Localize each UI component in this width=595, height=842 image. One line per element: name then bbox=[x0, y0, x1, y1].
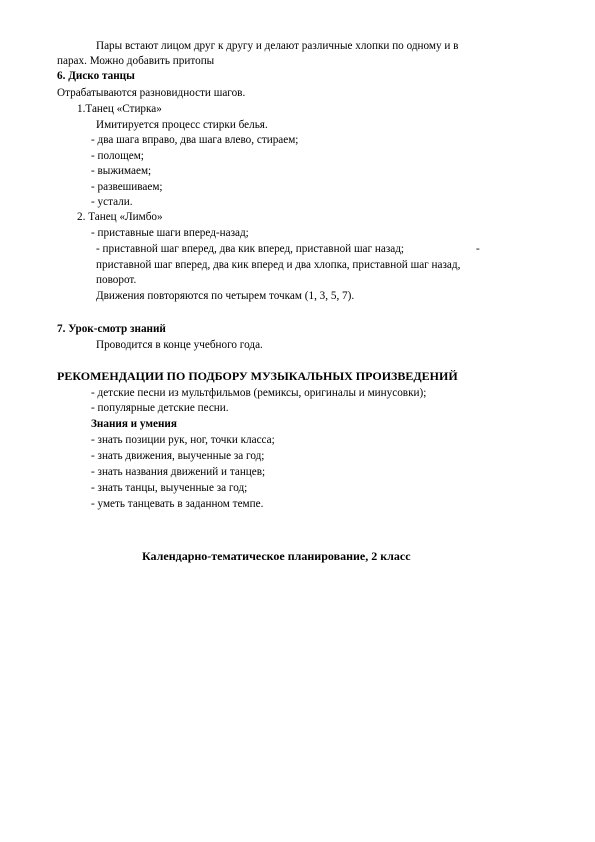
skills-item: - знать позиции рук, ног, точки класса; bbox=[91, 434, 275, 446]
intro-line-1: Пары встают лицом друг к другу и делают различные хлопки по одному и в bbox=[96, 40, 459, 52]
section-6-text: Отрабатываются разновидности шагов. bbox=[57, 87, 246, 99]
dance-2-line: поворот. bbox=[96, 274, 137, 286]
skills-heading: Знания и умения bbox=[91, 418, 177, 430]
music-heading: РЕКОМЕНДАЦИИ ПО ПОДБОРУ МУЗЫКАЛЬНЫХ ПРОИЗВЕДЕНИЙ bbox=[57, 369, 458, 383]
dance-1-item: - развешиваем; bbox=[91, 181, 163, 193]
section-7-text: Проводится в конце учебного года. bbox=[96, 339, 263, 351]
dance-1-title: 1.Танец «Стирка» bbox=[77, 103, 162, 115]
dance-2-line-dash: - bbox=[476, 243, 480, 255]
dance-1-item: - полощем; bbox=[91, 150, 144, 162]
dance-2-line: приставной шаг вперед, два кик вперед и два хлопка, приставной шаг назад, bbox=[96, 259, 461, 271]
dance-2-line: - приставной шаг вперед, два кик вперед, приставной шаг назад; bbox=[96, 243, 405, 255]
dance-2-line: - приставные шаги вперед-назад; bbox=[91, 227, 249, 239]
skills-item: - знать танцы, выученные за год; bbox=[91, 482, 248, 494]
section-6-heading: 6. Диско танцы bbox=[57, 70, 135, 82]
calendar-title: Календарно-тематическое планирование, 2 класс bbox=[142, 549, 411, 563]
skills-item: - уметь танцевать в заданном темпе. bbox=[91, 498, 264, 510]
dance-1-desc: Имитируется процесс стирки белья. bbox=[96, 119, 268, 131]
intro-line-2: парах. Можно добавить притопы bbox=[57, 55, 215, 67]
dance-2-title: 2. Танец «Лимбо» bbox=[77, 211, 163, 223]
dance-1-item: - выжимаем; bbox=[91, 165, 152, 177]
dance-1-item: - два шага вправо, два шага влево, стираем; bbox=[91, 134, 299, 146]
section-7-heading: 7. Урок-смотр знаний bbox=[57, 323, 166, 335]
skills-item: - знать названия движений и танцев; bbox=[91, 466, 266, 478]
skills-item: - знать движения, выученные за год; bbox=[91, 450, 265, 462]
dance-2-repeat: Движения повторяются по четырем точкам (1, 3, 5, 7). bbox=[96, 290, 355, 302]
music-item: - популярные детские песни. bbox=[91, 402, 229, 414]
music-item: - детские песни из мультфильмов (ремиксы, оригиналы и минусовки); bbox=[91, 387, 427, 399]
dance-1-item: - устали. bbox=[91, 196, 133, 208]
